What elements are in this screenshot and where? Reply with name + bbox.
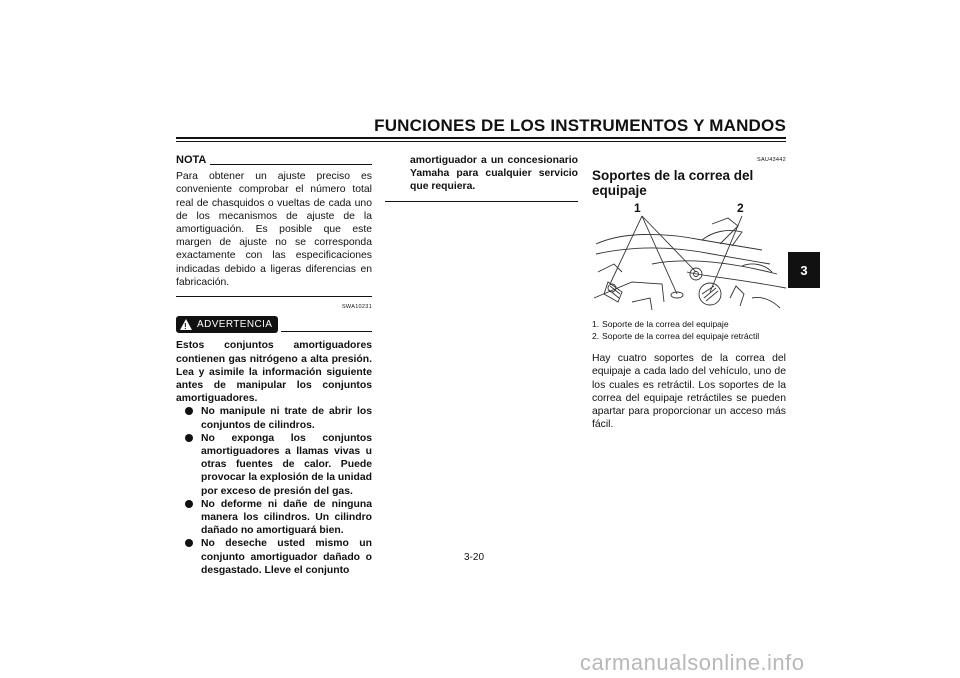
section-body: Hay cuatro soportes de la correa del equipaje a cada lado del vehículo, uno de los cuales es retráctil. Los soportes de la correa del equipaje retráctiles se pueden apartar para proporcionar un acceso más fácil. (592, 353, 786, 431)
warning-item: No manipule ni trate de abrir los conjuntos de cilindros. (185, 405, 372, 431)
chapter-tab[interactable]: 3 (788, 252, 820, 288)
page-header-title: FUNCIONES DE LOS INSTRUMENTOS Y MANDOS (374, 116, 786, 135)
warning-item: No deseche usted mismo un conjunto amortiguador dañado o desgastado. Lleve el conjunto (185, 537, 372, 577)
luggage-strap-holder-figure (592, 202, 786, 314)
warning-item: No exponga los conjuntos amortiguadores a llamas vivas u otras fuentes de calor. Puede provocar la explosión de la unidad por exceso de presión del gas. (185, 432, 372, 498)
caption-item: 1. Soporte de la correa del equipaje (592, 319, 729, 330)
header-rule (176, 137, 786, 139)
section-code: SAU43442 (756, 157, 786, 163)
warning-list (185, 405, 372, 577)
caption-item: 2. Soporte de la correa del equipaje retráctil (592, 331, 760, 342)
column-left (176, 154, 372, 577)
column-middle (385, 154, 578, 202)
motorcycle-rear-illustration (592, 202, 786, 314)
warning-label: ADVERTENCIA (197, 319, 273, 331)
bullet-icon (185, 539, 193, 547)
warning-code: SWA10231 (341, 304, 372, 311)
warning-intro: Estos conjuntos amortiguadores contienen gas nitrógeno a alta presión. Lea y asimile la información siguiente antes de manipular los conjuntos amortiguadores. (176, 340, 372, 405)
figure-label-1: 1 (634, 201, 641, 216)
nota-heading-rule (210, 164, 372, 165)
warning-heading-rule (281, 331, 372, 332)
section-title: Soportes de la correa del equipaje (592, 168, 754, 199)
bullet-icon (185, 500, 193, 508)
nota-label: NOTA (176, 154, 207, 166)
warning-triangle-icon: ! (180, 319, 192, 330)
warning-item: No deforme ni dañe de ninguna manera los cilindros. Un cilindro dañado no amortiguará bien. (185, 498, 372, 538)
page-number: 3-20 (464, 552, 485, 563)
figure-label-2: 2 (737, 201, 744, 216)
bullet-icon (185, 434, 193, 442)
warning-end-rule (385, 201, 578, 202)
nota-text: Para obtener un ajuste preciso es conveniente comprobar el número total real de chasquidos o vueltas de cada uno de los mecanismos de ajuste de la amortiguación. Es posible que este margen de ajuste no se corresponda exactamente con las especificaciones indicadas debido a ligeras diferencias en fabricación. (176, 171, 372, 288)
header-rule-thin (176, 141, 786, 142)
nota-end-rule (176, 296, 372, 297)
watermark: carmanualsonline.info (580, 650, 805, 675)
column-right (592, 154, 786, 442)
figure-captions (592, 318, 786, 342)
warning-heading (176, 316, 372, 333)
bullet-icon (185, 407, 193, 415)
warning-item-continued: amortiguador a un concesionario Yamaha para cualquier servicio que requiera. (410, 155, 578, 193)
warning-badge (176, 316, 278, 333)
nota-heading (176, 154, 372, 167)
